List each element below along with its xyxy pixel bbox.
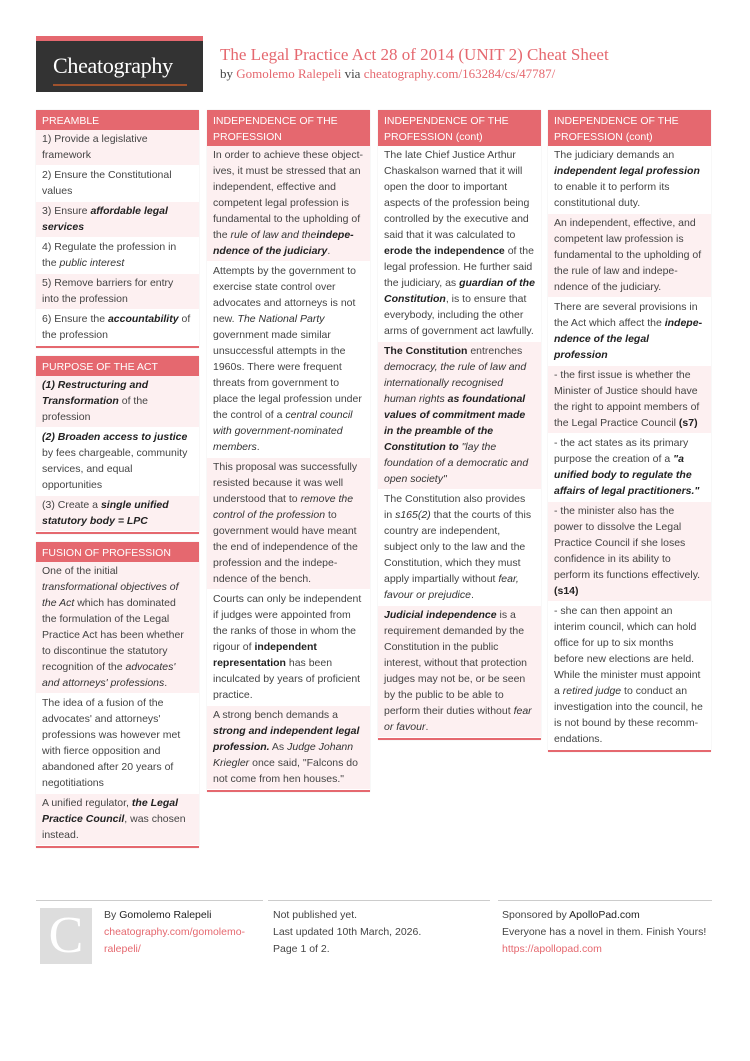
text-segment: that the courts of this country are independent, subject only to the law and the Constitution, which they must apply impartially without (384, 509, 532, 585)
text-segment: independent representation (213, 641, 317, 669)
section (548, 110, 711, 752)
publish-status: Not published yet. (273, 909, 358, 921)
column-2 (207, 110, 370, 800)
footer-author-link[interactable]: cheatography.com/gomolemo-ralepeli/ (104, 926, 246, 955)
text-segment: The National Party (237, 313, 325, 325)
text-segment: - the act states as its primary purpose the creation of a (554, 437, 689, 465)
footer-info (268, 900, 490, 958)
text-segment: 1) Provide a legislative framework (42, 133, 148, 161)
text-segment: Attempts by the government to exercise state control over advocates and attorneys is not new. (213, 265, 356, 325)
text-segment: of the legal profession. He further said the judiciary, as (384, 245, 534, 289)
text-segment: to conduct an investigation into the council, he is not bound by these recommendations. (554, 685, 703, 745)
text-segment: The Constitution also provides in (384, 493, 526, 521)
text-segment: Courts can only be independent if judges were appointed from the ranks of those in whom the rigour of (213, 593, 362, 653)
column-1 (36, 110, 199, 856)
section-row (36, 794, 199, 846)
text-segment: retired judge (562, 685, 622, 697)
text-segment: (2) Broaden access to justice (42, 431, 188, 443)
cheatography-logo[interactable] (36, 36, 203, 92)
column-4 (548, 110, 711, 760)
text-segment: 6) Ensure the (42, 313, 108, 325)
text-segment: which has dominated the formulation of the Legal Practice Act has been whether to discontinue the statutory recognition of the (42, 597, 184, 673)
text-segment: of the profession (42, 395, 149, 423)
text-segment: fear or favour (384, 705, 532, 733)
text-segment: - she can then appoint an interim council, which can hold office for up to six months before new elections are held. While the minister must appoint a (554, 605, 701, 697)
byline-via: via (344, 66, 361, 81)
section-row (36, 202, 199, 238)
text-segment: of the profession (42, 313, 191, 341)
text-segment: advocates' and attorneys' professions (42, 661, 176, 689)
section-row (36, 238, 199, 274)
section (207, 110, 370, 792)
text-segment: affordable legal services (42, 205, 168, 233)
section-row (36, 166, 199, 202)
text-segment: fear, favour or prejudice (384, 573, 519, 601)
section-row (548, 434, 711, 502)
text-segment: independence of the judiciary (213, 229, 354, 257)
text-segment: as foundational values of commitment made in the preamble of the Constitution to (384, 393, 526, 453)
section-row (548, 214, 711, 298)
text-segment: An independent, effective, and competent law profession is fundamental to the upholding of the rule of law and independence of the judiciary. (554, 217, 702, 293)
text-segment: rule of law and the (230, 229, 317, 241)
text-segment: A unified regulator, (42, 797, 132, 809)
text-segment: , is to ensure that everybody, including the other arms of government act lawfully. (384, 293, 534, 337)
footer-sponsor (498, 900, 712, 958)
text-segment: s165(2) (395, 509, 431, 521)
text-segment: transformational objectives of the Act (42, 581, 179, 609)
text-segment: 5) Remove barriers for entry into the profession (42, 277, 174, 305)
author-link[interactable]: Gomolemo Ralepeli (236, 66, 342, 81)
text-segment: . (327, 245, 331, 257)
section-row (36, 562, 199, 694)
logo-underline (53, 84, 187, 86)
section-row (207, 706, 370, 790)
text-segment: . (164, 677, 168, 689)
text-segment: . (470, 589, 474, 601)
text-segment: - the first issue is whether the Minister of Justice should have the right to appoint members of the Legal Practice Council (554, 369, 700, 429)
text-segment: As (269, 741, 288, 753)
text-segment: (s14) (554, 585, 579, 597)
text-segment: , was chosen instead. (42, 813, 186, 841)
section-row (36, 428, 199, 496)
section-row (548, 602, 711, 750)
text-segment: guardian of the Constitution (384, 277, 535, 305)
section-header: INDEPENDENCE OF THE PROFESSION (cont) (378, 110, 541, 146)
sponsor-name: ApolloPad.com (569, 909, 640, 921)
text-segment: by fees chargeable, community services, and equal opportunities (42, 447, 188, 491)
text-segment: independence of the legal profession (554, 317, 703, 361)
page-number: Page 1 of 2. (273, 943, 330, 955)
text-segment: government made similar unsuccessful attempts in the 1960s. There were frequent threats from government to place the legal profession under the control of a (213, 329, 362, 421)
text-segment: entrenches (467, 345, 523, 357)
text-segment: The Constitution (384, 345, 468, 357)
section-header: PREAMBLE (36, 110, 199, 130)
text-segment: In order to achieve these objectives, it must be stressed that an independent, effective and competent legal profession is fundamental to the upholding of the (213, 149, 364, 241)
last-updated: Last updated 10th March, 2026. (273, 926, 422, 938)
footer (36, 900, 712, 980)
sponsor-link[interactable]: https://apollopad.com (502, 943, 602, 955)
section-row (207, 146, 370, 262)
text-segment: There are several provisions in the Act which affect the (554, 301, 698, 329)
text-segment: Judge Johann Kriegler (213, 741, 354, 769)
text-segment: (1) Restructuring and Transformation (42, 379, 149, 407)
text-segment: Judicial independence (384, 609, 497, 621)
text-segment: to enable it to perform its constitutional duty. (554, 181, 670, 209)
column-3 (378, 110, 541, 748)
section-row (36, 376, 199, 428)
section-header: PURPOSE OF THE ACT (36, 356, 199, 376)
section-row (378, 490, 541, 606)
sponsored-by: Sponsored by (502, 909, 567, 921)
byline (220, 66, 555, 82)
section-row (36, 694, 199, 794)
section-row (36, 310, 199, 346)
text-segment: single unified statutory body = LPC (42, 499, 169, 527)
section-header: INDEPENDENCE OF THE PROFESSION (cont) (548, 110, 711, 146)
avatar: C (40, 908, 92, 964)
section-row (36, 496, 199, 532)
text-segment: "a unified body to regulate the affairs of legal practitioners." (554, 453, 700, 497)
section-header: INDEPENDENCE OF THE PROFESSION (207, 110, 370, 146)
footer-author (36, 900, 263, 980)
text-segment: democracy, the rule of law and internationally recognised human rights (384, 361, 527, 405)
section-row (378, 606, 541, 738)
text-segment: remove the control of the profession (213, 493, 354, 521)
text-segment: independent legal profession (554, 165, 700, 177)
text-segment: has been inculcated by years of proficient practice. (213, 657, 361, 701)
section (36, 110, 199, 348)
section (36, 542, 199, 848)
text-segment: the Legal Practice Council (42, 797, 178, 825)
text-segment: strong and independent legal profession. (213, 725, 360, 753)
sponsor-text: Everyone has a novel in them. Finish Yours! (502, 926, 707, 938)
text-segment: (3) Create a (42, 499, 101, 511)
section-row (36, 130, 199, 166)
text-segment: public interest (59, 257, 125, 269)
text-segment: . (425, 721, 429, 733)
text-segment: once said, "Falcons do not come from hen houses." (213, 757, 358, 785)
text-segment: accountability (107, 313, 179, 325)
section-row (36, 274, 199, 310)
section-row (378, 146, 541, 342)
section (36, 356, 199, 534)
sheet-url-link[interactable]: cheatography.com/163284/cs/47787/ (363, 66, 556, 81)
text-segment: The late Chief Justice Arthur Chaskalson warned that it will open the door to important aspects of the profession being controlled by the executive and said that it was calculated to (384, 149, 530, 241)
section-row (548, 146, 711, 214)
text-segment: A strong bench demands a (213, 709, 338, 721)
logo-text: Cheatography (53, 53, 173, 78)
text-segment: 4) Regulate the profession in the (42, 241, 177, 269)
section-row (207, 590, 370, 706)
text-segment: "lay the foundation of a democratic and open society" (384, 441, 529, 485)
text-segment: to government would have meant the end of independence of the profession and the independence of the bench. (213, 509, 358, 585)
footer-by: By (104, 909, 117, 921)
text-segment: (s7) (678, 417, 698, 429)
text-segment: 3) Ensure (42, 205, 91, 217)
text-segment: erode the independence (384, 245, 505, 257)
section-row (548, 502, 711, 602)
byline-by: by (220, 66, 233, 81)
text-segment: 2) Ensure the Constitutional values (42, 169, 172, 197)
section-row (548, 366, 711, 434)
footer-author-name: Gomolemo Ralepeli (119, 909, 212, 921)
text-segment: - the minister also has the power to dissolve the Legal Practice Council if she loses confidence in its ability to perform its functions effectively. (554, 505, 701, 581)
text-segment: central council with government-nominated members (213, 409, 353, 453)
section (378, 110, 541, 740)
text-segment: . (256, 441, 260, 453)
section-row (378, 342, 541, 490)
text-segment: This proposal was successfully resisted because it was well understood that to (213, 461, 358, 505)
section-row (207, 262, 370, 458)
text-segment: The judiciary demands an (554, 149, 675, 161)
section-row (207, 458, 370, 590)
text-segment: One of the initial (42, 565, 118, 577)
section-header: FUSION OF PROFESSION (36, 542, 199, 562)
text-segment: The idea of a fusion of the advocates' and attorneys' professions was however met with fierce opposition and abandoned after 20 years of negotitiations (42, 697, 181, 789)
text-segment: is a requirement demanded by the Constitution in the public interest, without that protection judges may not be, or be seen by the public to be able to perform their duties without (384, 609, 527, 717)
section-row (548, 298, 711, 366)
page-title: The Legal Practice Act 28 of 2014 (UNIT 2) Cheat Sheet (220, 45, 609, 64)
